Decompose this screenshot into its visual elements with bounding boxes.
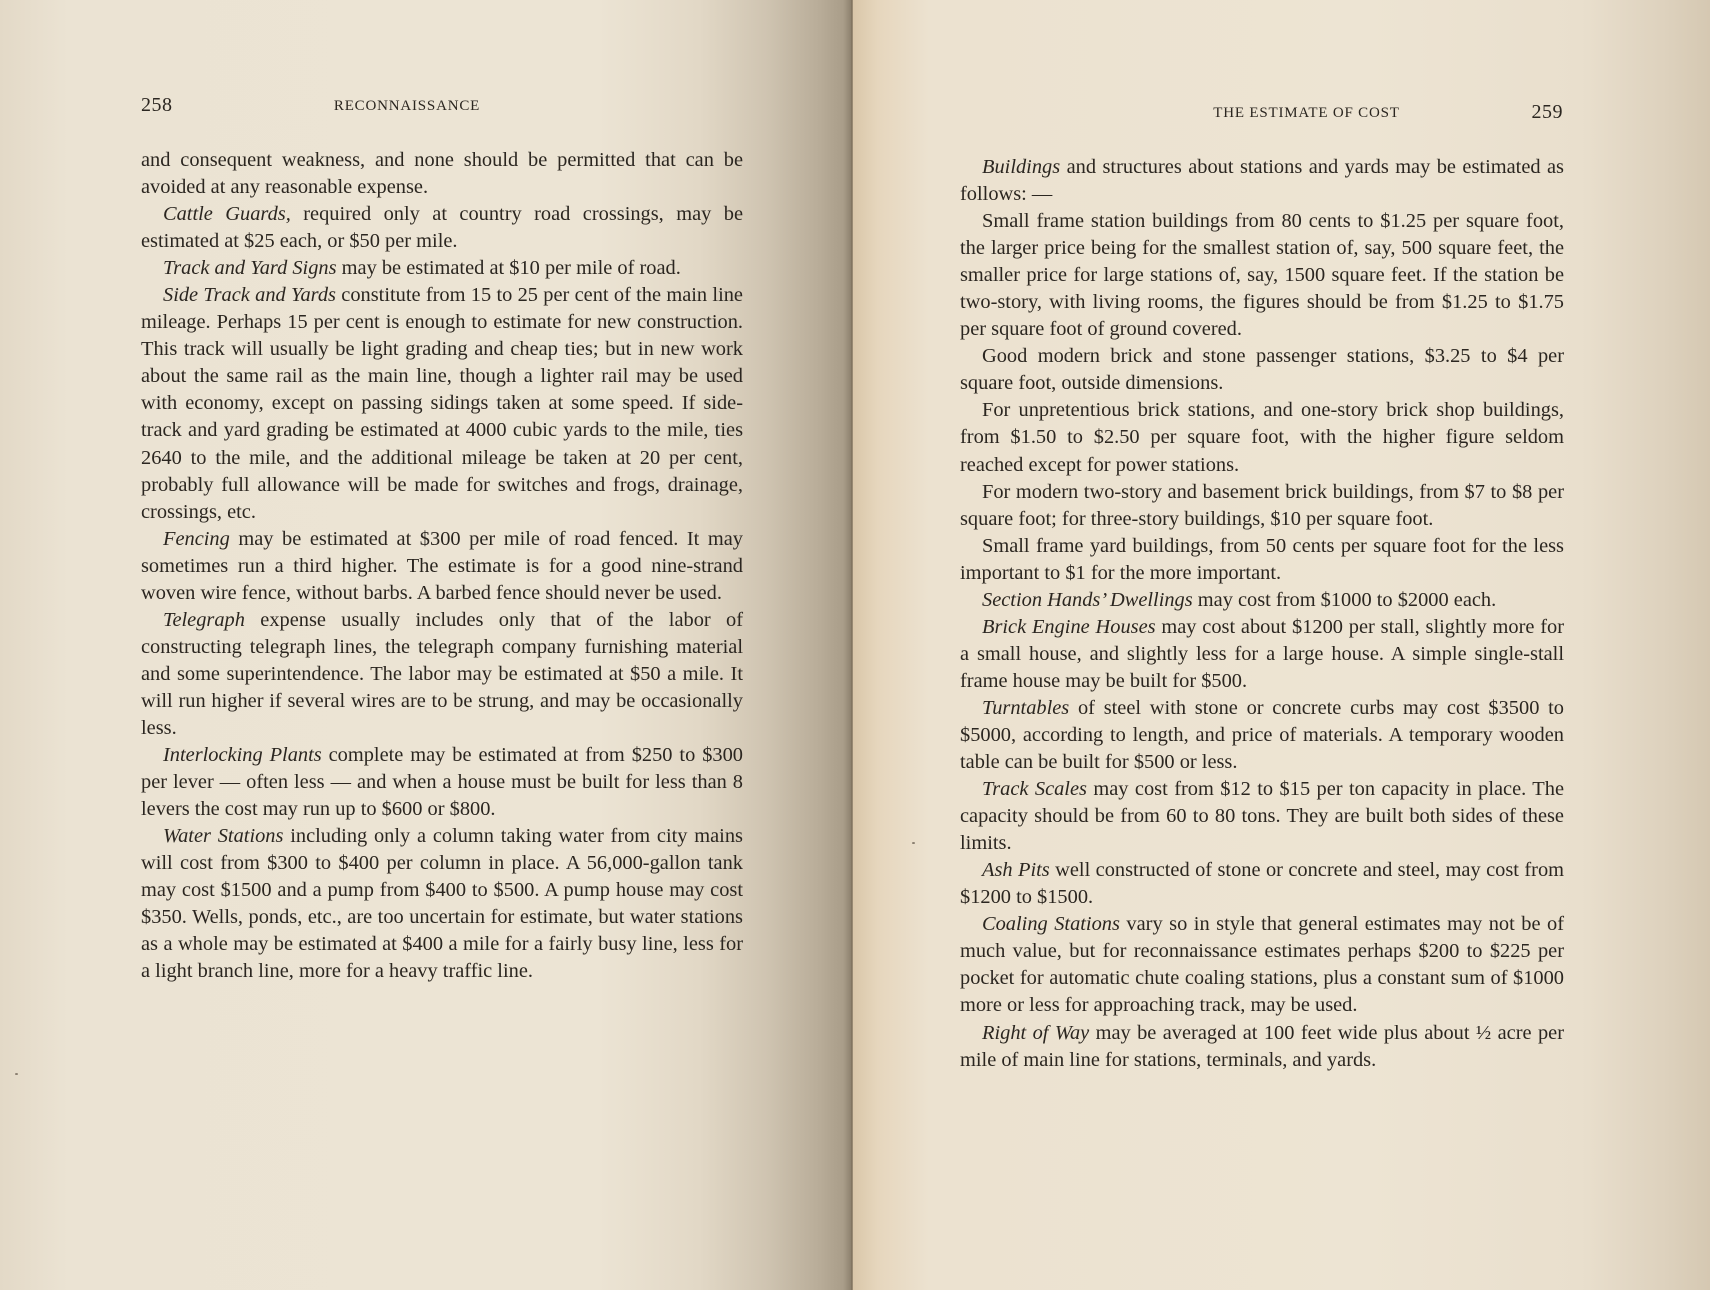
paragraph-text: expense usually includes only that of the labor of constructing telegraph lines, the telegraph company furnishing material and some superintendence. The labor may be estimated at $50 a mile. It will run higher if several wires are to be strung, and may be occasionally less.	[141, 608, 743, 739]
paragraph-text: Small frame yard buildings, from 50 cents per square foot for the less important to $1 for the more important.	[960, 534, 1564, 584]
paragraph-text: may be estimated at $300 per mile of road fenced. It may sometimes run a third higher. The estimate is for a good nine-strand woven wire fence, without barbs. A barbed fence should never be used.	[141, 527, 743, 604]
paragraph	[141, 147, 743, 201]
item-term: Coaling Stations	[982, 913, 1120, 936]
paragraph-brick-stone-stations	[960, 343, 1564, 397]
paragraph-text: may cost about $1200 per stall, slightly more for a small house, and slightly less for a large house. A simple single-stall frame house may be built for $500.	[960, 615, 1564, 692]
paragraph-side-track-yards	[141, 282, 743, 525]
paragraph-telegraph	[141, 607, 743, 742]
item-term: Section Hands’ Dwellings	[982, 588, 1193, 611]
right-page	[852, 0, 1710, 1290]
paragraph-ash-pits	[960, 857, 1564, 911]
item-term: Side Track and Yards	[163, 284, 336, 307]
paragraph-text: may cost from $12 to $15 per ton capacity in place. The capacity should be from 60 to 80 tons. They are built both sides of these limits.	[960, 778, 1565, 855]
paragraph-text: complete may be estimated at from $250 to $300 per lever — often less — and when a house must be built for less than 8 levers the cost may run up to $600 or $800.	[141, 744, 743, 821]
item-term: Water Stations	[163, 825, 284, 848]
page-number-left: 258	[141, 94, 173, 116]
item-term: Cattle Guards,	[163, 203, 291, 226]
paragraph-brick-engine-houses	[960, 614, 1564, 695]
page-number-right: 259	[1531, 101, 1563, 123]
paragraph-text: For modern two-story and basement brick buildings, from $7 to $8 per square foot; for three-story buildings, $10 per square foot.	[960, 480, 1564, 530]
paragraph-text: Small frame station buildings from 80 cents to $1.25 per square foot, the larger price being for the smallest station of, say, 500 square feet, the smaller price for large stations of, say, 1500 square feet. If the station be two-story, with living rooms, the figures should be from $1.25 to $1.75 per square foot of ground covered.	[960, 210, 1564, 341]
book-spine-gutter	[851, 0, 853, 1290]
item-term: Buildings	[982, 156, 1061, 178]
running-head-title-left: RECONNAISSANCE	[333, 98, 481, 114]
paragraph-text: Good modern brick and stone passenger stations, $3.25 to $4 per square foot, outside dimensions.	[960, 345, 1564, 395]
paragraph-text: For unpretentious brick stations, and one-story brick shop buildings, from $1.50 to $2.50 per square foot, with the higher figure seldom reached except for power stations.	[960, 399, 1564, 476]
paragraph-turntables	[960, 695, 1564, 776]
item-term: Ash Pits	[982, 859, 1050, 882]
paragraph-unpretentious-brick	[960, 397, 1564, 478]
paragraph-track-yard-signs	[141, 255, 743, 282]
paragraph-text: well constructed of stone or concrete and steel, may cost from $1200 to $1500.	[960, 859, 1564, 909]
left-page-body	[141, 147, 743, 985]
running-head-right	[960, 101, 1563, 129]
paragraph-two-story-brick	[960, 479, 1564, 533]
right-page-body	[960, 154, 1564, 1074]
paragraph-water-stations	[141, 823, 743, 985]
paragraph-buildings	[960, 154, 1564, 208]
paragraph-section-hands-dwellings	[960, 587, 1564, 614]
paragraph-track-scales	[960, 776, 1564, 857]
running-head-title-right: THE ESTIMATE OF COST	[1213, 105, 1400, 121]
item-term: Interlocking Plants	[163, 744, 322, 767]
paper-speck	[15, 1073, 18, 1075]
paragraph-cattle-guards	[141, 201, 743, 255]
item-term: Track and Yard Signs	[163, 257, 337, 280]
paragraph-coaling-stations	[960, 911, 1564, 1019]
paragraph-right-of-way	[960, 1020, 1564, 1074]
item-term: Turntables	[982, 696, 1070, 719]
item-term: Right of Way	[982, 1021, 1090, 1044]
paragraph-text: including only a column taking water from city mains will cost from $300 to $400 per column in place. A 56,000-gallon tank may cost $1500 and a pump from $400 to $500. A pump house may cost $350. Wells, ponds, etc., are too uncertain for estimate, but water stations as a whole may be estimated at $400 a mile for a fairly busy line, less for a light branch line, more for a heavy traffic line.	[141, 825, 743, 983]
running-head-left	[141, 94, 743, 122]
paragraph-text: and structures about stations and yards may be estimated as follows: —	[960, 156, 1564, 206]
paragraph-text: may be averaged at 100 feet wide plus about ½ acre per mile of main line for stations, terminals, and yards.	[960, 1021, 1564, 1071]
paragraph-yard-buildings	[960, 533, 1564, 587]
paragraph-text: of steel with stone or concrete curbs may cost $3500 to $5000, according to length, and price of materials. A temporary wooden table can be built for $500 or less.	[960, 696, 1564, 774]
paragraph-text: may be estimated at $10 per mile of road.	[336, 257, 681, 280]
paragraph-text: required only at country road crossings, may be estimated at $25 each, or $50 per mile.	[141, 203, 743, 253]
paragraph-fencing	[141, 526, 743, 607]
item-term: Telegraph	[163, 608, 245, 631]
left-page	[0, 0, 852, 1290]
paragraph-small-frame-stations	[960, 208, 1564, 343]
item-term: Brick Engine Houses	[982, 615, 1156, 638]
paragraph-text: and consequent weakness, and none should be permitted that can be avoided at any reasonable expense.	[141, 149, 743, 199]
paper-speck	[912, 842, 915, 844]
paragraph-text: vary so in style that general estimates may not be of much value, but for reconnaissance estimates perhaps $200 to $225 per pocket for automatic chute coaling stations, plus a constant sum of $1000 more or less for approaching track, may be used.	[960, 913, 1565, 1017]
paragraph-text: may cost from $1000 to $2000 each.	[1192, 588, 1497, 611]
item-term: Track Scales	[982, 778, 1087, 801]
item-term: Fencing	[163, 527, 230, 550]
paragraph-interlocking-plants	[141, 742, 743, 823]
paragraph-text: constitute from 15 to 25 per cent of the main line mileage. Perhaps 15 per cent is enough to estimate for new construction. This track will usually be light grading and cheap ties; but in new work about the same rail as the main line, though a lighter rail may be used with economy, except on passing sidings taken at some speed. If side-track and yard grading be estimated at 4000 cubic yards to the mile, ties 2640 to the mile, and the additional mileage be taken at 20 per cent, probably full allowance will be made for switches and frogs, drainage, crossings, etc.	[141, 284, 743, 523]
